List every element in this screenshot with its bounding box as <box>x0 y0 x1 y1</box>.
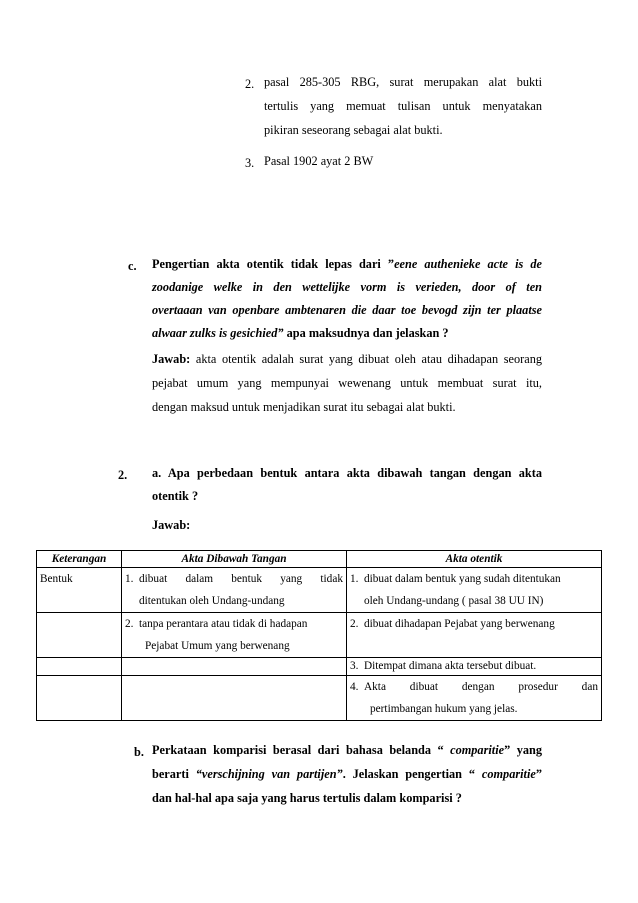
empty-cell <box>122 658 347 676</box>
cell-otentik-2 <box>347 613 602 658</box>
cell-bawah-1 <box>122 568 347 613</box>
cell-text: tanpa perantara atau tidak di hadapan <box>139 618 308 630</box>
empty-cell <box>122 676 347 721</box>
answer-line1: akta otentik adalah surat yang dibuat oleh atau dihadapan seorang <box>190 352 542 366</box>
cell-otentik-4 <box>347 676 602 721</box>
cell-otentik-1 <box>347 568 602 613</box>
b-line1-italic: comparitie <box>450 743 505 757</box>
item-number: 2. <box>350 618 359 630</box>
empty-cell <box>37 658 122 676</box>
section-c-question-line1 <box>152 253 542 277</box>
item-number: 1. <box>125 573 134 585</box>
q-line1-italic: eene authenieke acte is de <box>394 257 542 271</box>
section-c-answer-line1 <box>152 348 542 372</box>
section-2-question-line2: otentik ? <box>152 489 199 503</box>
item-number: 4. <box>350 681 359 693</box>
q-line4-italic: alwaar zulks is gesichied” <box>152 326 284 340</box>
item-number: 2. <box>125 618 134 630</box>
empty-cell <box>37 613 122 658</box>
list-item-3-text: Pasal 1902 ayat 2 BW <box>264 154 374 168</box>
section-2-question-line1: a. Apa perbedaan bentuk antara akta dibawah tangan dengan akta <box>152 466 542 480</box>
answer-label: Jawab: <box>152 352 191 366</box>
empty-cell <box>37 676 122 721</box>
section-b-label: b. <box>134 745 144 759</box>
table-row <box>37 676 602 721</box>
cell-text: Pejabat Umum yang berwenang <box>145 640 290 652</box>
section-2-answer-label: Jawab: <box>152 518 191 532</box>
b-line2-start: berarti <box>152 767 196 781</box>
item-number: 3. <box>350 660 359 672</box>
section-c-question-line4 <box>152 322 449 346</box>
section-c-answer-line2: pejabat umum yang mempunyai wewenang untuk membuat surat itu, <box>152 376 542 390</box>
list-number-2: 2. <box>245 77 255 91</box>
cell-text: dibuat dalam bentuk yang sudah ditentukan <box>364 573 561 585</box>
b-line2-end: ” <box>535 767 542 781</box>
b-line2-italic: “verschijning van partijen” <box>195 767 343 781</box>
b-line2-mid: . Jelaskan pengertian “ <box>342 767 482 781</box>
cell-text: dibuat dalam bentuk yang tidak <box>139 573 343 585</box>
row-label-bentuk: Bentuk <box>37 568 122 613</box>
cell-otentik-3 <box>347 658 602 676</box>
b-line2-italic2: comparitie <box>481 767 536 781</box>
header-keterangan: Keterangan <box>37 551 122 568</box>
cell-text: dibuat dihadapan Pejabat yang berwenang <box>364 618 555 630</box>
section-c-answer-line3: dengan maksud untuk menjadikan surat itu sebagai alat bukti. <box>152 400 456 414</box>
q-line4-bold: apa maksudnya dan jelaskan ? <box>283 326 449 340</box>
section-c-label: c. <box>128 259 137 273</box>
b-line1-end: ” yang <box>504 743 542 757</box>
comparison-table <box>36 550 602 721</box>
table-row <box>37 568 602 613</box>
section-2-number: 2. <box>118 468 128 482</box>
cell-bawah-2 <box>122 613 347 658</box>
list-item-2-line1: pasal 285-305 RBG, surat merupakan alat bukti <box>264 75 542 89</box>
header-akta-dibawah-tangan: Akta Dibawah Tangan <box>122 551 347 568</box>
section-b-line1 <box>152 739 542 763</box>
section-c-question-line2: zoodanige welke in den wettelijke vorm is verieden, door of ten <box>152 280 542 294</box>
header-akta-otentik: Akta otentik <box>347 551 602 568</box>
cell-text: ditentukan oleh Undang-undang <box>139 595 285 607</box>
list-item-2-line2: tertulis yang memuat tulisan untuk menyatakan <box>264 99 542 113</box>
list-item-2-line3: pikiran seseorang sebagai alat bukti. <box>264 123 443 137</box>
table-row <box>37 613 602 658</box>
cell-text: Akta dibuat dengan prosedur dan <box>364 681 598 693</box>
table-row <box>37 658 602 676</box>
section-b-line3: dan hal-hal apa saja yang harus tertulis dalam komparisi ? <box>152 791 462 805</box>
b-line1-text: Perkataan komparisi berasal dari bahasa belanda “ <box>152 743 451 757</box>
item-number: 1. <box>350 573 359 585</box>
q-line1-bold: Pengertian akta otentik tidak lepas dari ” <box>152 257 395 271</box>
table-header-row <box>37 551 602 568</box>
section-b-line2 <box>152 763 542 787</box>
section-c-question-line3: overtaaan van openbare ambtenaren die daar toe bevogd zijn ter plaatse <box>152 303 542 317</box>
cell-text: oleh Undang-undang ( pasal 38 UU IN) <box>364 595 544 607</box>
cell-text: pertimbangan hukum yang jelas. <box>370 703 518 715</box>
cell-text: Ditempat dimana akta tersebut dibuat. <box>364 660 537 672</box>
list-number-3: 3. <box>245 156 255 170</box>
